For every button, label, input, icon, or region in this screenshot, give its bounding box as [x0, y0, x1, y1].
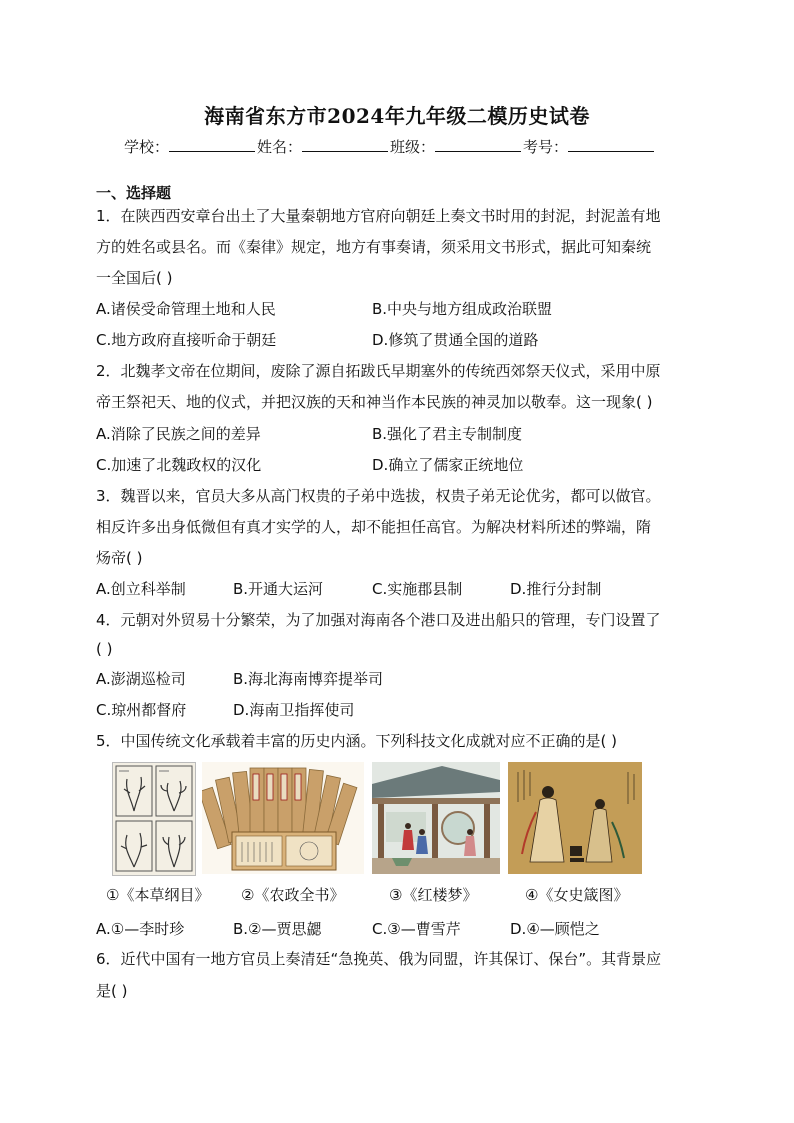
question-6-line-1: 6．近代中国有一地方官员上奏清廷“急挽英、俄为同盟，许其保订、保台”。其背景应 — [96, 950, 662, 968]
question-3-line-2: 相反许多出身低微但有真才实学的人，却不能担任高官。为解决材料所述的弊端，隋 — [96, 518, 652, 536]
school-label: 学校： — [124, 138, 170, 156]
question-1-line-1: 1．在陕西西安章台出土了大量秦朝地方官府向朝廷上奏文书时用的封泥，封泥盖有地 — [96, 207, 661, 225]
question-4-option-b[interactable]: B.海北海南博弈提举司 — [233, 670, 384, 688]
name-label: 姓名： — [257, 138, 303, 156]
section-heading: 一、选择题 — [96, 184, 172, 202]
question-4-line-1: 4．元朝对外贸易十分繁荣，为了加强对海南各个港口及进出船只的管理，专门设置了 — [96, 611, 661, 629]
question-3-option-b[interactable]: B.开通大运河 — [233, 580, 324, 598]
question-3-line-3: 炀帝( ) — [96, 549, 143, 567]
caption-4: ④《女史箴图》 — [525, 886, 629, 904]
question-3-option-a[interactable]: A.创立科举制 — [96, 580, 186, 598]
question-2-line-1: 2．北魏孝文帝在位期间，废除了源自拓跋氏早期塞外的传统西郊祭天仪式，采用中原 — [96, 362, 661, 380]
question-1-option-d[interactable]: D.修筑了贯通全国的道路 — [372, 331, 539, 349]
question-5-option-d[interactable]: D.④—顾恺之 — [510, 920, 600, 938]
question-1-line-2: 方的姓名或县名。而《秦律》规定，地方有事奏请，须采用文书形式，据此可知秦统 — [96, 238, 652, 256]
question-1-option-c[interactable]: C.地方政府直接听命于朝廷 — [96, 331, 277, 349]
question-4-option-c[interactable]: C.琼州都督府 — [96, 701, 187, 719]
question-4-option-a[interactable]: A.澎湖巡检司 — [96, 670, 186, 688]
question-5-line-1: 5．中国传统文化承载着丰富的历史内涵。下列科技文化成就对应不正确的是( ) — [96, 732, 618, 750]
class-label: 班级： — [390, 138, 436, 156]
question-3-option-d[interactable]: D.推行分封制 — [510, 580, 602, 598]
question-1-option-b[interactable]: B.中央与地方组成政治联盟 — [372, 300, 553, 318]
question-3-line-1: 3．魏晋以来，官员大多从高门权贵的子弟中选拔，权贵子弟无论优劣，都可以做官。 — [96, 487, 661, 505]
name-field[interactable] — [302, 137, 388, 152]
exam-title: 海南省东方市2024年九年级二模历史试卷 — [204, 104, 590, 128]
bencao-gangmu-image — [112, 762, 196, 876]
student-info-row — [124, 136, 656, 157]
question-5-option-a[interactable]: A.①—李时珍 — [96, 920, 185, 938]
question-2-line-2: 帝王祭祀天、地的仪式，并把汉族的天和神当作本民族的神灵加以敬奉。这一现象( ) — [96, 393, 653, 411]
nvshi-zhentu-image — [508, 762, 642, 874]
question-2-option-a[interactable]: A.消除了民族之间的差异 — [96, 425, 261, 443]
question-4-line-2: ( ) — [96, 640, 113, 658]
question-4-option-d[interactable]: D.海南卫指挥使司 — [233, 701, 355, 719]
hongloumeng-image — [372, 762, 500, 874]
school-field[interactable] — [169, 137, 255, 152]
exam-number-field[interactable] — [568, 137, 654, 152]
question-2-option-b[interactable]: B.强化了君主专制制度 — [372, 425, 523, 443]
nongzheng-quanshu-image — [202, 762, 364, 874]
exam-number-label: 考号： — [523, 138, 569, 156]
question-2-option-c[interactable]: C.加速了北魏政权的汉化 — [96, 456, 262, 474]
caption-2: ②《农政全书》 — [241, 886, 345, 904]
question-6-line-2: 是( ) — [96, 982, 128, 1000]
question-1-line-3: 一全国后( ) — [96, 269, 173, 287]
class-field[interactable] — [435, 137, 521, 152]
question-5-option-b[interactable]: B.②—贾思勰 — [233, 920, 322, 938]
question-1-option-a[interactable]: A.诸侯受命管理土地和人民 — [96, 300, 276, 318]
question-5-images — [112, 762, 652, 874]
question-3-option-c[interactable]: C.实施郡县制 — [372, 580, 463, 598]
question-5-option-c[interactable]: C.③—曹雪芹 — [372, 920, 461, 938]
caption-1: ①《本草纲目》 — [106, 886, 210, 904]
question-2-option-d[interactable]: D.确立了儒家正统地位 — [372, 456, 524, 474]
caption-3: ③《红楼梦》 — [389, 886, 478, 904]
